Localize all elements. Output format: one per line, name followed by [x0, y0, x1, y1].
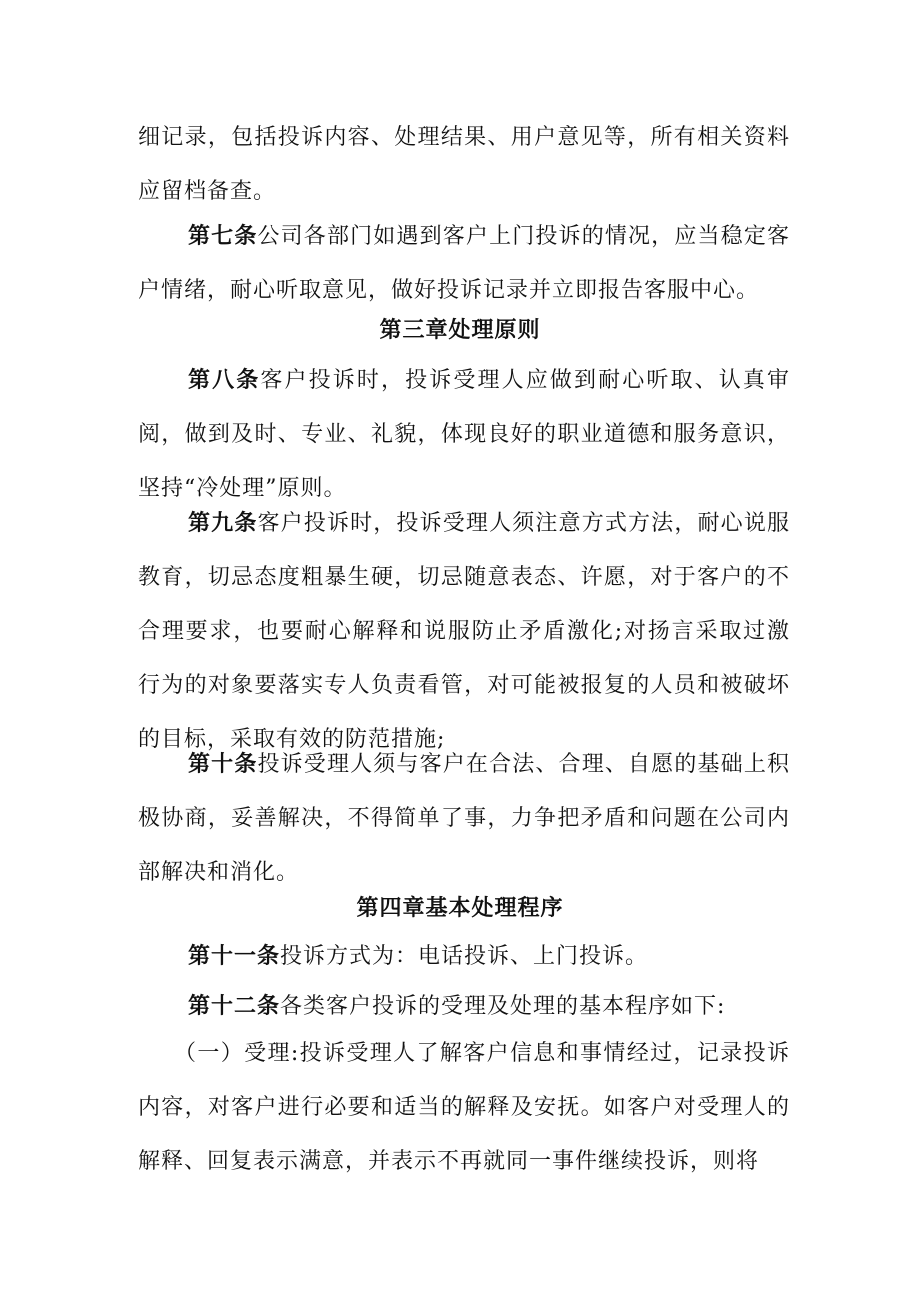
article-9 [138, 496, 790, 767]
article-7 [138, 209, 790, 318]
article-11-label: 第十一条 [188, 943, 281, 969]
article-12-text: 各类客户投诉的受理及处理的基本程序如下: [280, 994, 726, 1019]
article-10 [138, 737, 790, 900]
article-11 [138, 929, 790, 984]
article-8 [138, 353, 790, 516]
article-12-label: 第十二条 [188, 993, 281, 1019]
chapter-4-heading: 第四章基本处理程序 [356, 895, 564, 921]
article-9-text: 客户投诉时，投诉受理人须注意方式方法，耐心说服教育，切忌态度粗暴生硬，切忌随意表态、许愿，对于客户的不合理要求，也要耐心解释和说服防止矛盾激化;对扬言采取过激行为的对象要落实专人负责看管，对可能被报复的人员和被破坏的目标，采取有效的防范措施; [138, 511, 790, 752]
procedure-item-1 [138, 1027, 790, 1189]
article-7-label: 第七条 [188, 223, 258, 249]
article-9-label: 第九条 [188, 510, 258, 536]
article-8-label: 第八条 [188, 367, 261, 393]
paragraph-continuation [138, 111, 790, 219]
procedure-item-1-text: （一）受理:投诉受理人了解客户信息和事情经过，记录投诉内容，对客户进行必要和适当的解释及安抚。如客户对受理人的解释、回复表示满意，并表示不再就同一事件继续投诉，则将 [138, 1041, 790, 1174]
chapter-3-heading: 第三章处理原则 [379, 317, 541, 343]
article-8-text: 客户投诉时，投诉受理人应做到耐心听取、认真审阅，做到及时、专业、礼貌，体现良好的职业道德和服务意识，坚持“冷处理”原则。 [138, 368, 790, 501]
paragraph-continuation-text: 细记录，包括投诉内容、处理结果、用户意见等，所有相关资料应留档备查。 [138, 125, 790, 204]
article-7-text: 公司各部门如遇到客户上门投诉的情况，应当稳定客户情绪，耐心听取意见，做好投诉记录并立即报告客服中心。 [138, 224, 790, 303]
article-10-label: 第十条 [188, 751, 258, 777]
article-12 [138, 979, 790, 1034]
article-11-text: 投诉方式为：电话投诉、上门投诉。 [280, 944, 649, 969]
article-10-text: 投诉受理人须与客户在合法、合理、自愿的基础上积极协商，妥善解决，不得简单了事，力争把矛盾和问题在公司内部解决和消化。 [138, 752, 790, 885]
